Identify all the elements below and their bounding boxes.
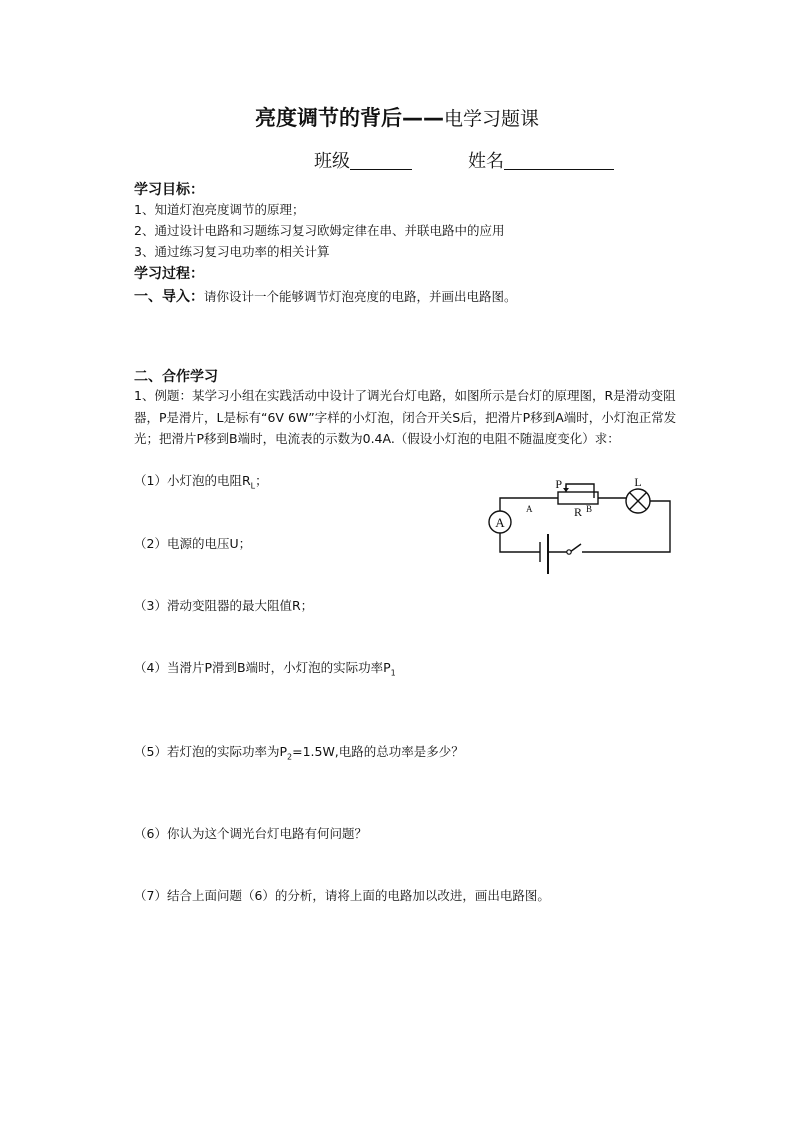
lamp-cross (630, 493, 647, 510)
wire-battery-to-ammeter (500, 533, 540, 552)
title-main: 亮度调节的背后 (254, 106, 402, 130)
switch-blade (570, 544, 581, 552)
page-title (0, 102, 794, 132)
name-blank[interactable] (504, 151, 614, 170)
question-2: （2）电源的电压U； (134, 536, 252, 551)
question-4: （4）当滑片P滑到B端时，小灯泡的实际功率$P_1$ (134, 660, 396, 678)
title-sub: 电学习题课 (443, 108, 539, 130)
resistor-label-r: R (573, 505, 583, 519)
intro-text: 请你设计一个能够调节灯泡亮度的电路，并画出电路图。 (204, 289, 517, 304)
ammeter-label-a: A (495, 515, 505, 530)
goal-item-2: 2、通过设计电路和习题练习复习欧姆定律在串、并联电路中的应用 (134, 223, 505, 238)
resistor-symbol (558, 492, 598, 504)
example-text: 1、例题：某学习小组在实践活动中设计了调光台灯电路，如图所示是台灯的原理图，R是滑动变阻器，P是滑片，L是标有“6V 6W”字样的小灯泡，闭合开关S后，把滑片P移到A端时，小灯泡正常发光；把滑片P移到B端时，电流表的示数为0.4A.（假设小灯泡的电阻不随温度变化）求： (134, 388, 677, 446)
question-1: （1）小灯泡的电阻$R_L$； (134, 473, 268, 491)
class-blank[interactable] (350, 151, 412, 170)
question-6: （6）你认为这个调光台灯电路有何问题？ (134, 826, 367, 841)
switch-contact (567, 550, 571, 554)
intro-label: 一、导入： (134, 289, 204, 305)
name-label: 姓名 (468, 151, 504, 172)
slider-wire (566, 484, 594, 498)
circuit-diagram (486, 474, 676, 580)
lamp-label-l: L (634, 475, 642, 489)
goals-heading: 学习目标： (134, 182, 204, 198)
slider-label-p: P (555, 477, 562, 491)
end-label-a: A (526, 504, 533, 514)
coop-heading: 二、合作学习 (134, 369, 218, 385)
process-heading: 学习过程： (134, 266, 204, 282)
intro-line (134, 286, 517, 306)
goal-item-1: 1、知道灯泡亮度调节的原理； (134, 202, 305, 217)
end-label-b: B (586, 504, 593, 514)
wire-lamp-to-switch (582, 501, 670, 552)
question-5: （5）若灯泡的实际功率为$P_2=1.5W$,电路的总功率是多少？ (134, 744, 464, 762)
student-info-line (314, 147, 614, 173)
question-3: （3）滑动变阻器的最大阻值R； (134, 598, 314, 613)
class-label: 班级 (314, 151, 350, 172)
question-7: （7）结合上面问题（6）的分析，请将上面的电路加以改进，画出电路图。 (134, 888, 550, 903)
title-dash: —— (401, 106, 444, 130)
goal-item-3: 3、通过练习复习电功率的相关计算 (134, 244, 330, 259)
